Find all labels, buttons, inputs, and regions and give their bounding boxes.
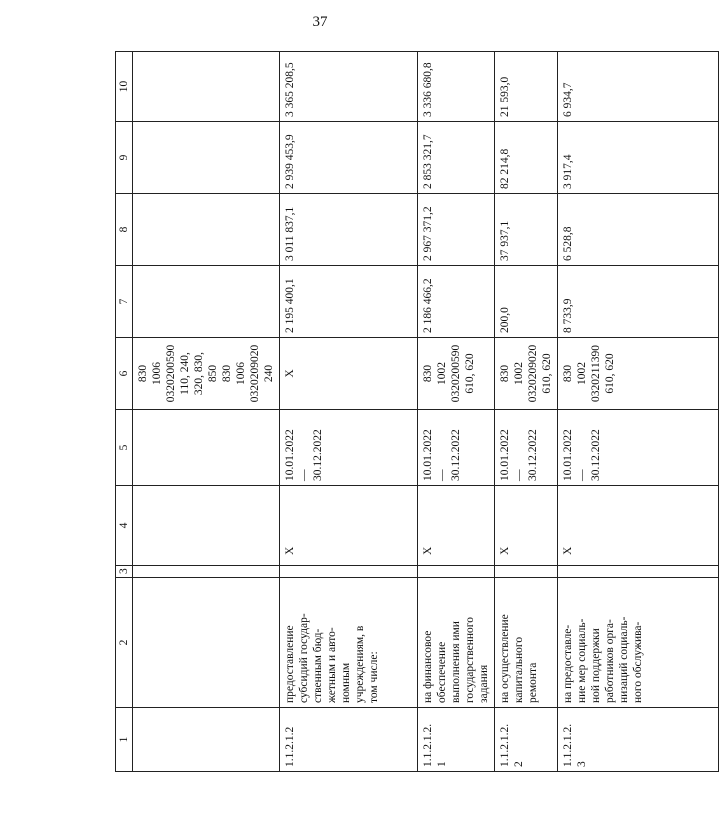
cell-col10: 3 365 208,5 — [280, 52, 418, 122]
table-row — [558, 52, 719, 772]
table-row-continuation — [133, 52, 280, 772]
cell-budget-codes: 830 1002 0320211390 610, 620 — [558, 338, 719, 410]
cell-period: 10.01.2022 — 30.12.2022 — [280, 410, 418, 486]
cell-empty — [133, 708, 280, 772]
cell-code: 1.1.2.1.2. 2 — [495, 708, 558, 772]
cell-col9: 2 939 453,9 — [280, 122, 418, 194]
cell-period: 10.01.2022 — 30.12.2022 — [418, 410, 495, 486]
cell-col8: 2 967 371,2 — [418, 194, 495, 266]
cell-code: 1.1.2.1.2. 3 — [558, 708, 719, 772]
table-rotated — [115, 52, 719, 772]
cell-budget-codes: X — [280, 338, 418, 410]
cell-col4: X — [495, 486, 558, 566]
cell-col3 — [418, 566, 495, 578]
cell-budget-codes: 830 1002 0320209020 610, 620 — [495, 338, 558, 410]
cell-col8: 3 011 837,1 — [280, 194, 418, 266]
cell-empty — [133, 566, 280, 578]
cell-col9: 3 917,4 — [558, 122, 719, 194]
cell-empty — [133, 578, 280, 708]
cell-col3 — [558, 566, 719, 578]
budget-table — [115, 51, 719, 772]
cell-col8: 6 528,8 — [558, 194, 719, 266]
col-header-7: 7 — [116, 266, 133, 338]
table-row — [280, 52, 418, 772]
header-row — [116, 52, 133, 772]
cell-col3 — [495, 566, 558, 578]
col-header-6: 6 — [116, 338, 133, 410]
cell-name: на предоставле- ние мер социаль- ной поддержки работников орга- низаций социаль- ного обслужива- — [558, 578, 719, 708]
cell-col9: 2 853 321,7 — [418, 122, 495, 194]
col-header-3: 3 — [116, 566, 133, 578]
cell-col7: 2 186 466,2 — [418, 266, 495, 338]
cell-empty — [133, 486, 280, 566]
col-header-8: 8 — [116, 194, 133, 266]
cell-col3 — [280, 566, 418, 578]
col-header-1: 1 — [116, 708, 133, 772]
cell-col10: 6 934,7 — [558, 52, 719, 122]
cell-col10: 3 336 680,8 — [418, 52, 495, 122]
cell-col4: X — [418, 486, 495, 566]
cell-col4: X — [280, 486, 418, 566]
cell-period: 10.01.2022 — 30.12.2022 — [495, 410, 558, 486]
col-header-5: 5 — [116, 410, 133, 486]
page-number: 37 — [312, 14, 328, 30]
cell-code: 1.1.2.1.2 — [280, 708, 418, 772]
cell-code: 1.1.2.1.2. 1 — [418, 708, 495, 772]
table-frame — [115, 52, 719, 772]
cell-empty — [133, 52, 280, 122]
col-header-2: 2 — [116, 578, 133, 708]
cell-col8: 37 937,1 — [495, 194, 558, 266]
cell-col7: 200,0 — [495, 266, 558, 338]
cell-name: на осуществление капитального ремонта — [495, 578, 558, 708]
cell-name: на финансовое обеспечение выполнения ими государственного задания — [418, 578, 495, 708]
cell-name: предоставление субсидий государ- ственным бюд- жетным и авто- номным учреждениям, в том числе: — [280, 578, 418, 708]
cell-empty — [133, 122, 280, 194]
cell-col7: 8 733,9 — [558, 266, 719, 338]
cell-empty — [133, 410, 280, 486]
col-header-9: 9 — [116, 122, 133, 194]
cell-col10: 21 593,0 — [495, 52, 558, 122]
cell-col7: 2 195 400,1 — [280, 266, 418, 338]
cell-empty — [133, 266, 280, 338]
cell-empty — [133, 194, 280, 266]
table-row — [495, 52, 558, 772]
cell-budget-codes: 830 1002 0320200590 610, 620 — [418, 338, 495, 410]
table-row — [418, 52, 495, 772]
cell-col9: 82 214,8 — [495, 122, 558, 194]
cell-period: 10.01.2022 — 30.12.2022 — [558, 410, 719, 486]
col-header-10: 10 — [116, 52, 133, 122]
cell-budget-codes: 830 1006 0320200590 110, 240, 320, 830, 850 830 1006 0320209020 240 — [133, 338, 280, 410]
cell-col4: X — [558, 486, 719, 566]
col-header-4: 4 — [116, 486, 133, 566]
